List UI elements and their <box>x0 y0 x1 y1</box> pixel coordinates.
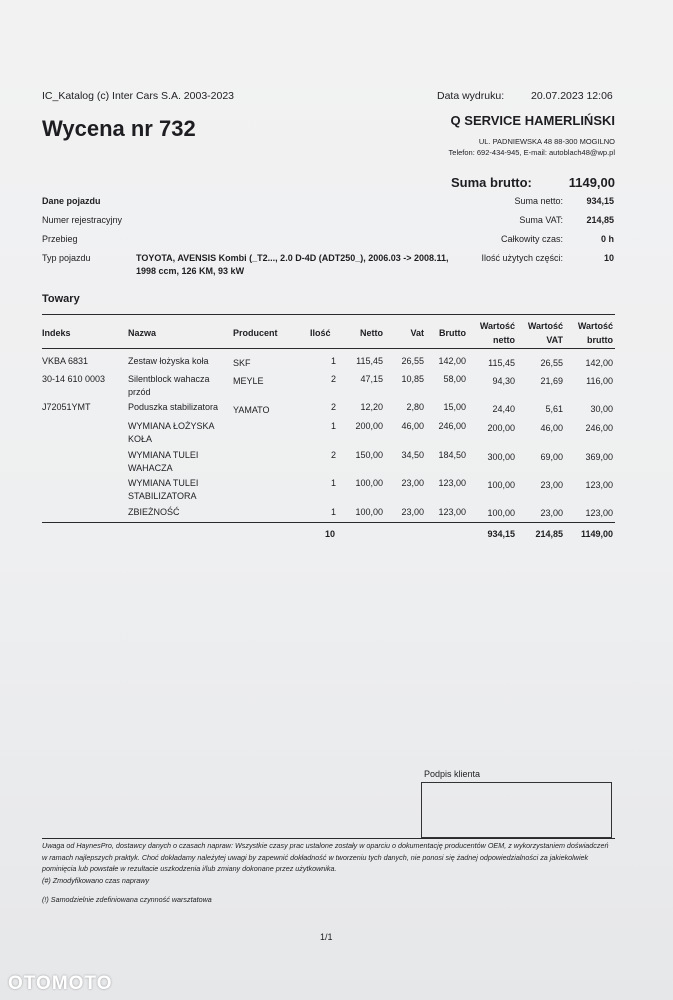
row-vat: 2,80 <box>406 402 424 412</box>
row-value-net: 300,00 <box>487 452 515 462</box>
row-name: WYMIANA TULEI <box>128 450 199 460</box>
col-value-vat-header-1: Wartość <box>527 321 563 331</box>
table-header-rule <box>42 348 615 349</box>
footer-mark-modified: (#) Zmodyfikowano czas naprawy <box>42 876 150 885</box>
row-value-net: 24,40 <box>492 404 515 414</box>
print-date-label: Data wydruku: <box>437 90 505 102</box>
total-qty: 10 <box>325 529 336 539</box>
row-qty: 1 <box>330 356 336 366</box>
total-value-net: 934,15 <box>487 529 515 539</box>
col-value-vat-header-2: VAT <box>546 335 563 345</box>
row-name: WYMIANA TULEI <box>128 478 199 488</box>
row-value-vat: 21,69 <box>540 376 563 386</box>
mileage-label: Przebieg <box>42 234 78 244</box>
row-name-line2: przód <box>128 387 151 397</box>
registration-label: Numer rejestracyjny <box>42 215 123 225</box>
row-net: 12,20 <box>360 402 383 412</box>
row-value-gross: 116,00 <box>586 376 613 386</box>
footer-note: Uwaga od HaynesPro, dostawcy danych o czasach napraw: Wszystkie czasy prac ustalone zostały w oparciu o dokumentację producentów OEM, z wykorzystaniem doświadczeń w ramach najlepszych praktyk. Choć dokładamy należytej uwagi by zapewnić dokładność w tworzeniu tych danych, nie ponosi się żadnej odpowiedzialności za jakiekolwiek pominięcia lub powstałe w rezultacie uszkodzenia i/lub zmiany dokonane przez użytkownika. <box>42 841 609 873</box>
table-top-rule <box>42 314 615 315</box>
col-value-net-header-2: netto <box>493 335 515 345</box>
row-gross: 15,00 <box>443 402 466 412</box>
total-value-vat: 214,85 <box>535 529 563 539</box>
row-value-gross: 123,00 <box>585 480 613 490</box>
row-qty: 2 <box>330 450 336 460</box>
footer-mark-custom: (!) Samodzielnie zdefiniowana czynność warsztatowa <box>42 895 212 904</box>
row-value-gross: 30,00 <box>590 404 613 414</box>
row-net: 200,00 <box>355 421 383 431</box>
row-vat: 26,55 <box>401 356 424 366</box>
row-vat: 23,00 <box>401 507 424 517</box>
row-value-gross: 142,00 <box>585 358 613 368</box>
col-value-gross-header-1: Wartość <box>577 321 613 331</box>
row-value-net: 115,45 <box>488 358 515 368</box>
parts-count-value: 10 <box>603 253 614 263</box>
row-value-vat: 5,61 <box>545 404 563 414</box>
row-gross: 123,00 <box>438 507 466 517</box>
vehicle-type-line2: 1998 ccm, 126 KM, 93 kW <box>136 266 245 276</box>
company-address: UL. PADNIEWSKA 48 88-300 MOGILNO <box>478 137 615 146</box>
row-value-net: 100,00 <box>487 508 515 518</box>
row-value-net: 200,00 <box>487 423 515 433</box>
row-net: 47,15 <box>360 374 383 384</box>
row-index: 30-14 610 0003 <box>42 374 106 384</box>
col-qty-header: Ilość <box>310 328 331 338</box>
row-qty: 1 <box>330 507 336 517</box>
row-value-vat: 69,00 <box>540 452 563 462</box>
row-value-vat: 46,00 <box>540 423 563 433</box>
company-contact: Telefon: 692-434-945, E-mail: autoblach48@wp.pl <box>448 148 615 157</box>
page-number: 1/1 <box>320 932 333 942</box>
print-date-value: 20.07.2023 12:06 <box>531 90 613 102</box>
row-gross: 184,50 <box>438 450 466 460</box>
row-net: 100,00 <box>355 478 383 488</box>
col-index-header: Indeks <box>42 328 71 338</box>
company-name: Q SERVICE HAMERLIŃSKI <box>450 113 615 128</box>
net-sum-label: Suma netto: <box>514 196 563 206</box>
vehicle-type-label: Typ pojazdu <box>42 253 91 263</box>
signature-label: Podpis klienta <box>424 769 481 779</box>
row-gross: 58,00 <box>443 374 466 384</box>
row-producer: SKF <box>233 358 251 368</box>
goods-heading: Towary <box>42 293 80 305</box>
footer-rule <box>42 838 615 839</box>
row-name: Poduszka stabilizatora <box>128 402 219 412</box>
row-gross: 123,00 <box>438 478 466 488</box>
row-value-vat: 23,00 <box>540 508 563 518</box>
total-time-label: Całkowity czas: <box>500 234 563 244</box>
row-value-net: 100,00 <box>487 480 515 490</box>
row-name: Silentblock wahacza <box>128 374 210 384</box>
row-producer: MEYLE <box>233 376 264 386</box>
document-title: Wycena nr 732 <box>42 116 196 141</box>
row-name: Zestaw łożyska koła <box>128 356 209 366</box>
total-time-value: 0 h <box>600 234 614 244</box>
gross-sum-label: Suma brutto: <box>451 175 532 190</box>
col-value-net-header-1: Wartość <box>479 321 515 331</box>
catalog-label: IC_Katalog (c) Inter Cars S.A. 2003-2023 <box>42 90 235 102</box>
signature-box <box>421 782 612 838</box>
gross-sum-value: 1149,00 <box>568 175 615 190</box>
row-net: 150,00 <box>355 450 383 460</box>
row-producer: YAMATO <box>233 405 270 415</box>
total-value-gross: 1149,00 <box>580 529 613 539</box>
row-index: J72051YMT <box>42 402 91 412</box>
row-gross: 142,00 <box>438 356 466 366</box>
row-qty: 1 <box>330 421 336 431</box>
col-value-gross-header-2: brutto <box>587 335 613 345</box>
row-value-net: 94,30 <box>492 376 515 386</box>
row-value-vat: 23,00 <box>540 480 563 490</box>
row-value-gross: 369,00 <box>585 452 613 462</box>
row-qty: 2 <box>330 402 336 412</box>
col-net-header: Netto <box>360 328 383 338</box>
vat-sum-value: 214,85 <box>586 215 614 225</box>
table-bottom-rule <box>42 522 615 523</box>
col-vat-header: Vat <box>410 328 424 338</box>
row-name-line2: WAHACZA <box>128 463 173 473</box>
row-gross: 246,00 <box>438 421 466 431</box>
row-vat: 10,85 <box>401 374 424 384</box>
row-qty: 2 <box>330 374 336 384</box>
row-vat: 46,00 <box>401 421 424 431</box>
otomoto-watermark: OTOMOTO <box>8 973 113 994</box>
row-value-gross: 246,00 <box>585 423 613 433</box>
vehicle-heading: Dane pojazdu <box>42 196 101 206</box>
vehicle-type-line1: TOYOTA, AVENSIS Kombi (_T2..., 2.0 D-4D (ADT250_), 2006.03 -> 2008.11, <box>136 253 449 263</box>
row-vat: 34,50 <box>401 450 424 460</box>
row-name-line2: STABILIZATORA <box>128 491 197 501</box>
net-sum-value: 934,15 <box>586 196 614 206</box>
row-net: 115,45 <box>356 356 383 366</box>
row-value-vat: 26,55 <box>540 358 563 368</box>
row-qty: 1 <box>330 478 336 488</box>
col-producer-header: Producent <box>233 328 278 338</box>
row-index: VKBA 6831 <box>42 356 89 366</box>
col-name-header: Nazwa <box>128 328 157 338</box>
row-name-line2: KOŁA <box>128 434 153 444</box>
row-name: ZBIEŻNOŚĆ <box>128 507 180 517</box>
row-vat: 23,00 <box>401 478 424 488</box>
row-net: 100,00 <box>355 507 383 517</box>
col-gross-header: Brutto <box>439 328 466 338</box>
parts-count-label: Ilość użytych części: <box>481 253 563 263</box>
row-value-gross: 123,00 <box>585 508 613 518</box>
row-name: WYMIANA ŁOŻYSKA <box>128 421 215 431</box>
vat-sum-label: Suma VAT: <box>519 215 563 225</box>
